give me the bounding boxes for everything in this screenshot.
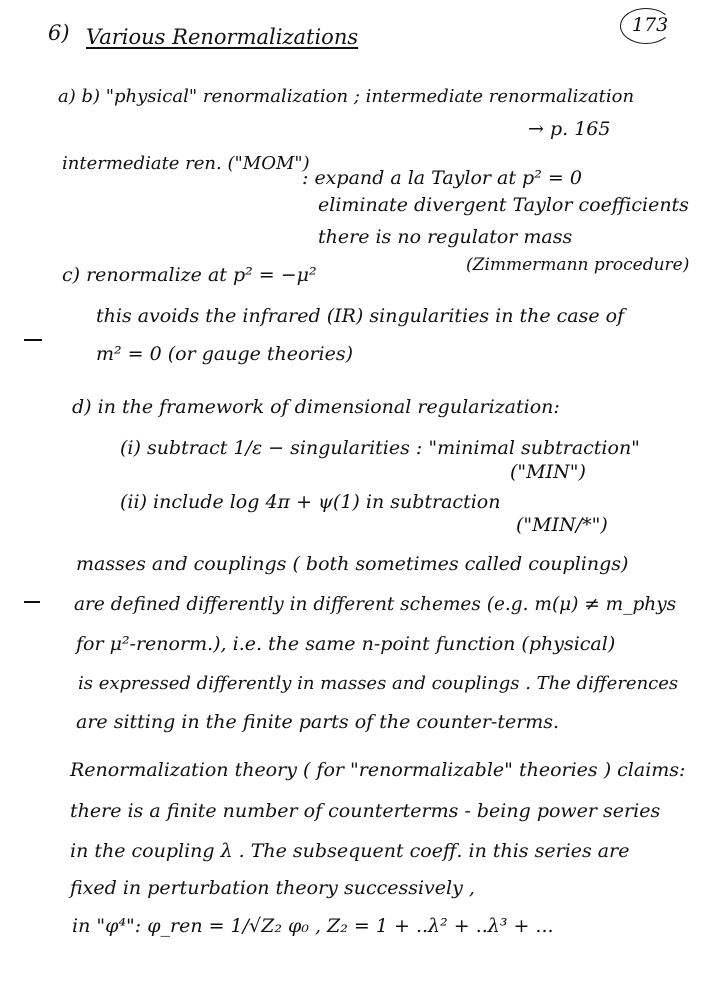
- note-line: this avoids the infrared (IR) singularities in the case of: [96, 305, 625, 327]
- margin-mark: [24, 339, 42, 341]
- note-line: there is a finite number of counterterms - being power series: [70, 800, 661, 822]
- section-number: 6): [48, 21, 70, 45]
- note-line: a) b) "physical" renormalization ; intermediate renormalization: [58, 86, 635, 107]
- note-line: intermediate ren. ("MOM"): [62, 153, 310, 174]
- note-line: ("MIN"): [510, 461, 586, 483]
- note-line: are defined differently in different schemes (e.g. m(μ) ≠ m_phys: [74, 594, 677, 615]
- note-line: for μ²-renorm.), i.e. the same n-point function (physical): [76, 633, 616, 655]
- section-title: Various Renormalizations: [86, 25, 359, 49]
- note-line: m² = 0 (or gauge theories): [96, 343, 354, 365]
- note-line: in "φ⁴": φ_ren = 1/√Z₂ φ₀ , Z₂ = 1 + ..λ² + ..λ³ + ...: [72, 915, 554, 937]
- note-line: (ii) include log 4π + ψ(1) in subtraction: [120, 491, 501, 513]
- note-line: there is no regulator mass: [318, 226, 573, 248]
- note-line: : expand a la Taylor at p² = 0: [302, 167, 582, 189]
- note-line: c) renormalize at p² = −μ²: [62, 264, 317, 286]
- note-line: are sitting in the finite parts of the counter-terms.: [76, 711, 560, 733]
- note-line: d) in the framework of dimensional regularization:: [72, 396, 560, 418]
- note-line: (Zimmermann procedure): [466, 255, 690, 275]
- margin-mark: [24, 601, 40, 603]
- note-line: eliminate divergent Taylor coefficients: [318, 194, 689, 216]
- page-number: 173: [632, 14, 669, 36]
- note-line: (i) subtract 1/ε − singularities : "minimal subtraction": [120, 437, 640, 459]
- note-line: ("MIN/*"): [516, 514, 608, 536]
- note-line: masses and couplings ( both sometimes called couplings): [76, 553, 629, 575]
- note-line: is expressed differently in masses and couplings . The differences: [78, 673, 679, 694]
- note-line: in the coupling λ . The subsequent coeff. in this series are: [70, 840, 630, 862]
- note-line: fixed in perturbation theory successively ,: [70, 877, 475, 899]
- page-reference: → p. 165: [528, 118, 611, 140]
- note-line: Renormalization theory ( for "renormalizable" theories ) claims:: [70, 759, 686, 781]
